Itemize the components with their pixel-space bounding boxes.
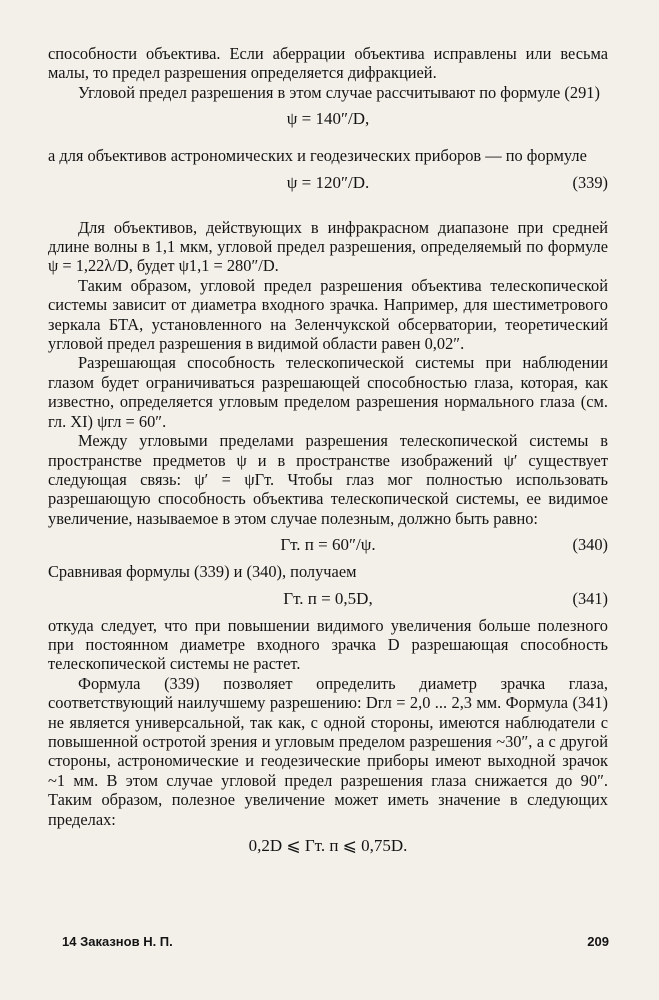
formula-340 — [48, 528, 608, 562]
page-footer — [62, 934, 609, 949]
paragraph-10: Формула (339) позволяет определить диаметр зрачка глаза, соответствующий наилучшему разрешению: Dгл = 2,0 ... 2,3 мм. Формула (341) не является универсальной, так как, с одной стороны, имеются наблюдатели с повышенной остротой зрения и угловым пределом разрешения ~30″, а с другой стороны, астрономические и геодезические приборы имеют выходной зрачок ~1 мм. В этом случае угловой предел разрешения глаза снижается до 90″. Таким образом, полезное увеличение может иметь значение в следующих пределах: — [48, 673, 608, 829]
formula-number: (339) — [572, 172, 608, 192]
formula-339 — [48, 166, 608, 200]
paragraph-8: Сравнивая формулы (339) и (340), получаем — [48, 562, 357, 582]
formula-number: (340) — [572, 535, 608, 555]
formula-expression: 0,2D ⩽ Гт. п ⩽ 0,75D. — [248, 836, 408, 855]
formula-expression: ψ = 140″/D, — [286, 109, 370, 129]
formula-341 — [48, 582, 608, 616]
paragraph-3: а для объективов астрономических и геодезических приборов — по формуле — [48, 146, 587, 166]
paragraph-9: откуда следует, что при повышении видимого увеличения больше полезного при постоянном диаметре входного зрачка D разрешающая способность телескопической системы не растет. — [48, 615, 608, 674]
paragraph-1: способности объектива. Если аберрации объектива исправлены или весьма малы, то предел разрешения определяется дифракцией. — [48, 44, 608, 83]
paragraph-2: Угловой предел разрешения в этом случае рассчитывают по формуле (291) — [78, 82, 600, 102]
formula-291 — [48, 102, 608, 136]
paragraph-5: Таким образом, угловой предел разрешения объектива телескопической системы зависит от диаметра входного зрачка. Например, для шестиметрового зеркала БТА, установленного на Зеленчукской обсерватории, теоретический угловой предел разрешения в видимой области равен 0,02″. — [48, 275, 608, 354]
formula-expression: Гт. п = 60″/ψ. — [280, 535, 376, 555]
paragraph-4: Для объективов, действующих в инфракрасном диапазоне при средней длине волны в 1,1 мкм, угловой предел разрешения, определяемый по формуле ψ = 1,22λ/D, будет ψ1,1 = 280″/D. — [48, 217, 608, 276]
printer-signature: 14 Заказнов Н. П. — [62, 934, 173, 949]
paragraph-7: Между угловыми пределами разрешения телескопической системы в пространстве предметов ψ и в пространстве изображений ψ′ существует следующая связь: ψ′ = ψГт. Чтобы глаз мог полностью использовать разрешающую способность объектива телескопической системы, ее видимое увеличение, называемое в этом случае полезным, должно быть равно: — [48, 431, 608, 528]
formula-range — [48, 829, 608, 863]
page-number: 209 — [587, 934, 609, 949]
page-body — [48, 44, 608, 863]
formula-expression: ψ = 120″/D. — [286, 172, 370, 192]
paragraph-6: Разрешающая способность телескопической системы при наблюдении глазом будет ограничиваться разрешающей способностью глаза, которая, как известно, определяется угловым пределом разрешения нормального глаза (см. гл. XI) ψгл = 60″. — [48, 353, 608, 431]
formula-number: (341) — [572, 588, 608, 608]
formula-expression: Гт. п = 0,5D, — [283, 588, 373, 608]
